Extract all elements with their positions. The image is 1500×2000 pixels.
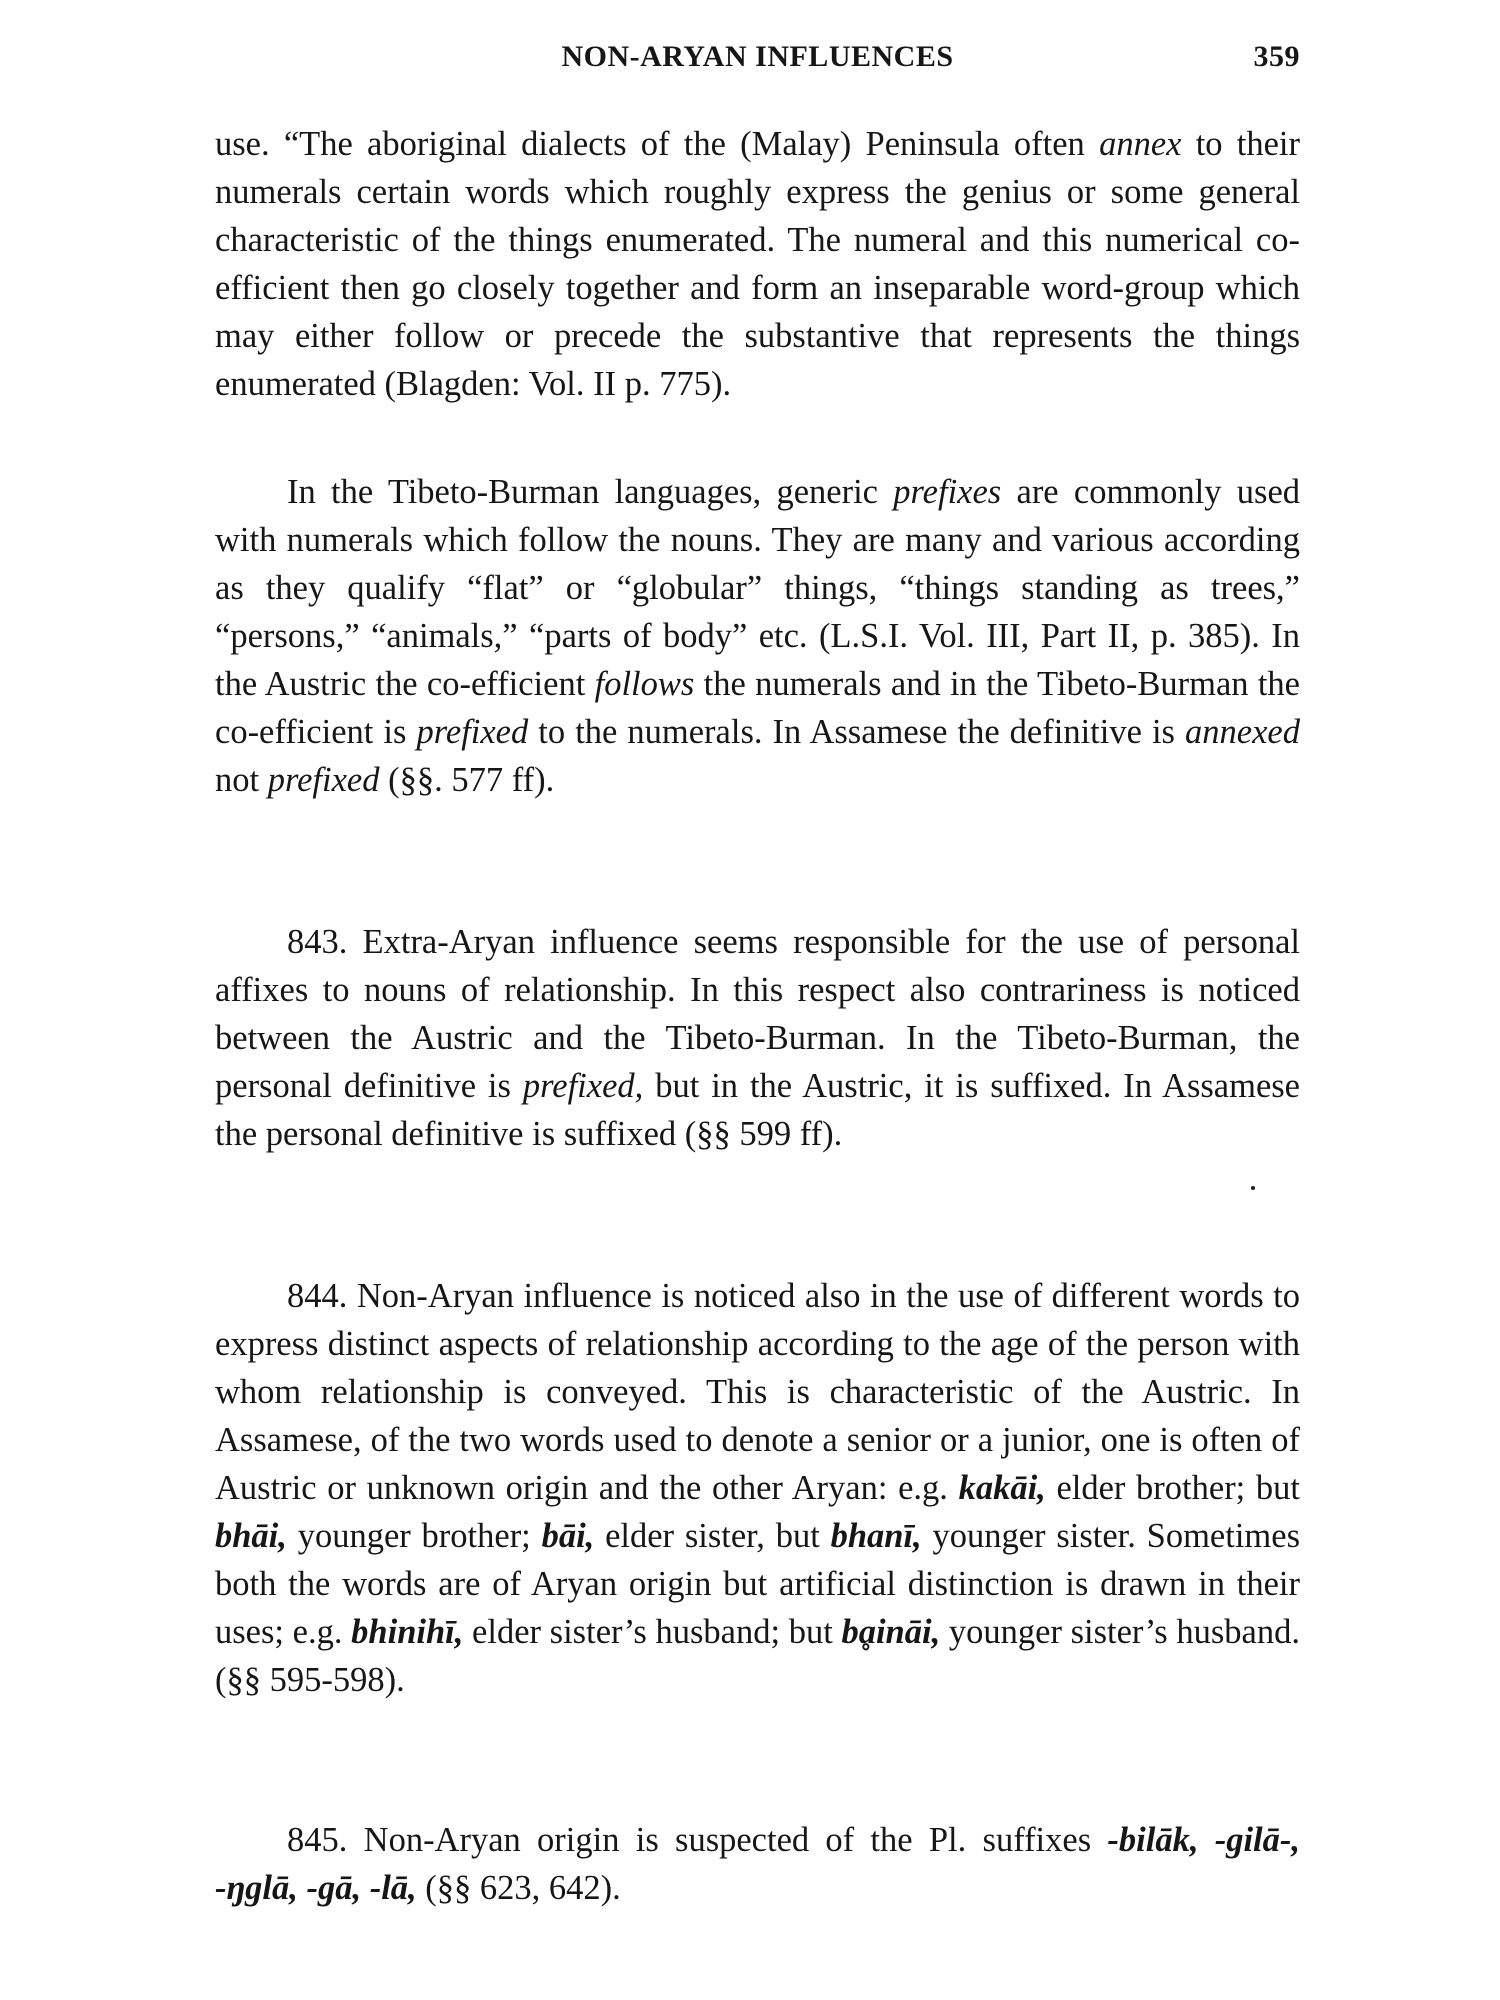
paragraph-tibeto-burman: In the Tibeto-Burman languages, generic prefixes are commonly used with numerals which follow the nouns. They are many and various according as they qualify “flat” or “globular” things, “things standing as trees,” “persons,” “animals,” “parts of body” etc. (L.S.I. Vol. III, Part II, p. 385). In the Austric the co-efficient follows the numerals and in the Tibeto-Burman the co-efficient is prefixed to the numerals. In Assamese the definitive is annexed not prefixed (§§. 577 ff). <box>215 473 1301 799</box>
paragraph-843: 843. Extra-Aryan influence seems responsible for the use of personal affixes to nouns of relationship. In this respect also contrariness is noticed between the Austric and the Tibeto-Burman. In the Tibeto-Burman, the personal definitive is prefixed, but in the Austric, it is suffixed. In Assamese the personal definitive is suffixed (§§ 599 ff). <box>215 923 1300 1153</box>
page-number: 359 <box>1253 40 1300 73</box>
stray-mark <box>1251 1186 1255 1190</box>
paragraph-844: 844. Non-Aryan influence is noticed also in the use of different words to express distinct aspects of relationship according to the age of the person with whom relationship is conveyed. This is characteristic of the Austric. In Assamese, of the two words used to denote a senior or a junior, one is often of Austric or unknown origin and the other Aryan: e.g. kakāi, elder brother; but bhāi, younger brother; bāi, elder sister, but bhanī, younger sister. Sometimes both the words are of Aryan origin but artificial distinction is drawn in their uses; e.g. bhinihī, elder sister’s husband; but bḁināi, younger sister’s husband. (§§ 595-598). <box>215 1277 1301 1699</box>
running-title: NON-ARYAN INFLUENCES <box>561 40 954 73</box>
paragraph-845: 845. Non-Aryan origin is suspected of the Pl. suffixes -bilāk, -gilā-, -ŋglā, -gā, -lā, (§§ 623, 642). <box>215 1821 1300 1907</box>
running-header <box>215 40 1300 84</box>
paragraph-quotation: use. “The aboriginal dialects of the (Malay) Peninsula often annex to their numerals certain words which roughly express the genius or some general characteristic of the things enumerated. The numeral and this numerical co-efficient then go closely together and form an inseparable word-group which may either follow or precede the substantive that represents the things enumerated (Blagden: Vol. II p. 775). <box>215 125 1300 403</box>
